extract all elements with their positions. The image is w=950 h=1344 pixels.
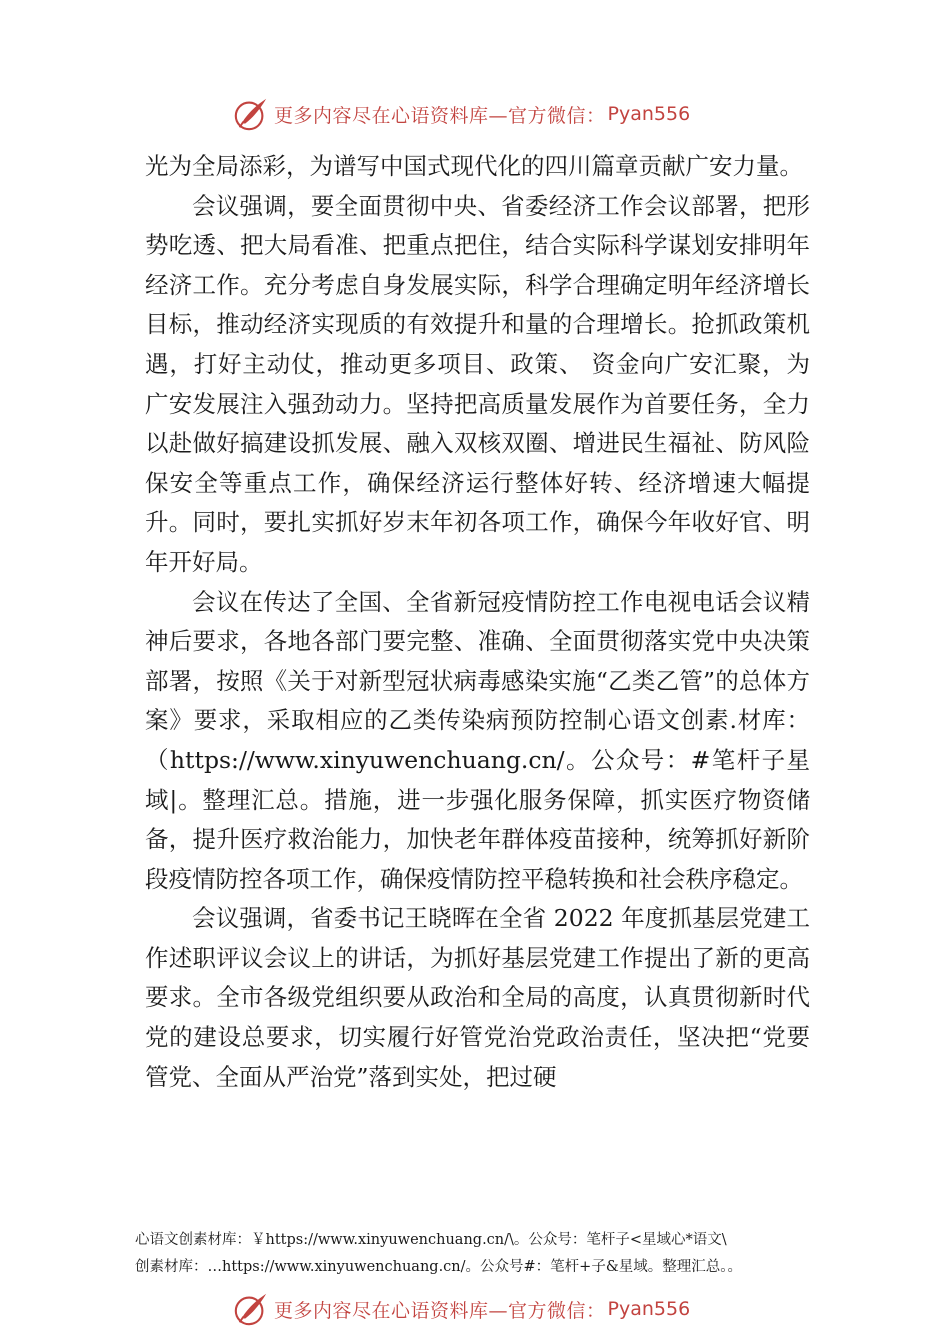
footnote bbox=[135, 1227, 835, 1281]
banner-wechat-id: Pyan556 bbox=[607, 1298, 691, 1320]
paragraph: 会议强调，省委书记王晓晖在全省 2022 年度抓基层党建工作述职评议会议上的讲话，为抓好基层党建工作提出了新的更高要求。全市各级党组织要从政治和全局的高度，认真贯彻新时代党的建设总要求，切实履行好管党治党政治责任，坚决把“党要管党、全面从严治党”落到实处，把过硬 bbox=[145, 904, 810, 1091]
header-banner bbox=[232, 94, 690, 134]
quill-logo-icon bbox=[232, 95, 270, 133]
paragraph: 会议在传达了全国、全省新冠疫情防控工作电视电话会议精神后要求，各地各部门要完整、准确、全面贯彻落实党中央决策部署，按照《关于对新型冠状病毒感染实施“乙类乙管”的总体方案》要求，采取相应的乙类传染病预防控制心语文创素.材库：（https://www.xinyuwenchuang.cn/。公众号：#笔杆子星域|。整理汇总。措施，进一步强化服务保障，抓实医疗物资储备，提升医疗救治能力，加快老年群体疫苗接种，统筹抓好新阶段疫情防控各项工作，确保疫情防控平稳转换和社会秩序稳定。 bbox=[145, 587, 810, 893]
banner-text: 更多内容尽在心语资料库—官方微信： bbox=[274, 104, 606, 127]
document-body bbox=[145, 147, 810, 1097]
paragraph: 光为全局添彩，为谱写中国式现代化的四川篇章贡献广安力量。 bbox=[145, 152, 803, 180]
quill-logo-icon bbox=[232, 1290, 270, 1328]
banner-wechat-id: Pyan556 bbox=[607, 103, 691, 125]
footnote-line: 创素材库：…https://www.xinyuwenchuang.cn/。公众号#：笔杆+子&星域。整理汇总。。 bbox=[135, 1259, 742, 1275]
footnote-line: 心语文创素材库：￥https://www.xinyuwenchuang.cn/\。公众号：笔杆子<星域心*语文\ bbox=[135, 1232, 727, 1248]
footer-banner bbox=[232, 1289, 690, 1329]
banner-text: 更多内容尽在心语资料库—官方微信： bbox=[274, 1299, 606, 1322]
paragraph: 会议强调，要全面贯彻中央、省委经济工作会议部署，把形势吃透、把大局看准、把重点把住，结合实际科学谋划安排明年经济工作。充分考虑自身发展实际，科学合理确定明年经济增长目标，推动经济实现质的有效提升和量的合理增长。抢抓政策机遇，打好主动仗，推动更多项目、政策、 资金向广安汇聚，为广安发展注入强劲动力。坚持把高质量发展作为首要任务，全力以赴做好搞建设抓发展、融入双核双圈、增进民生福祉、防风险保安全等重点工作，确保经济运行整体好转、经济增速大幅提升。同时，要扎实抓好岁末年初各项工作，确保今年收好官、明年开好局。 bbox=[145, 191, 810, 576]
